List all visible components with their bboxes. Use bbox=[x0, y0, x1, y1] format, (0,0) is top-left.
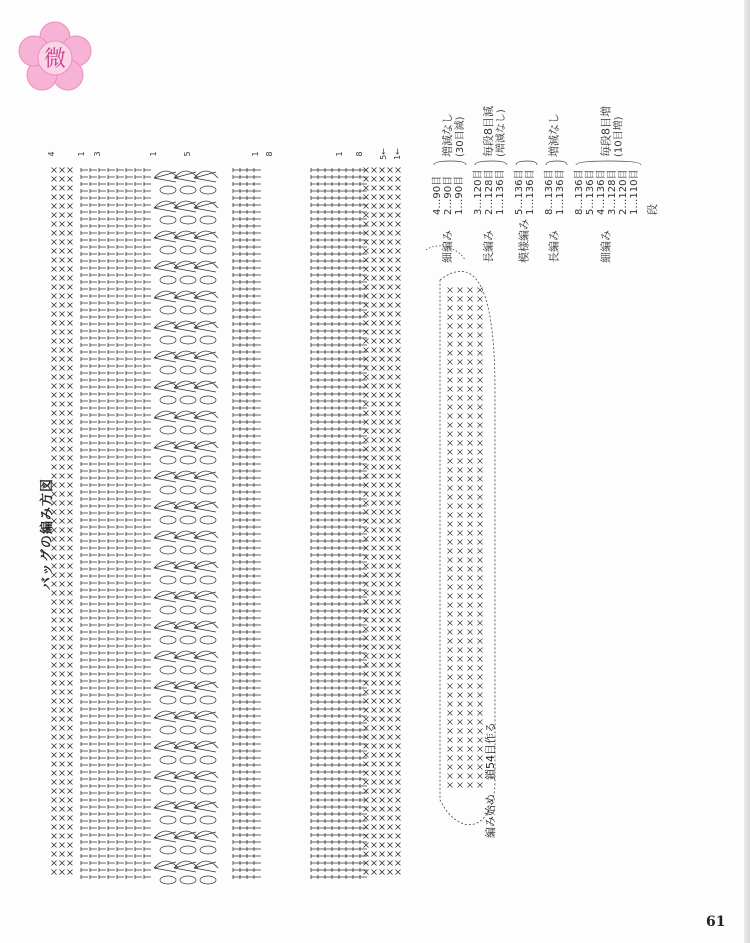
chart-title: バッグの編み方図 bbox=[40, 477, 55, 590]
legend-extra: (増減なし) bbox=[496, 109, 507, 157]
legend-row: 1…136目 bbox=[495, 169, 506, 215]
stitch-column bbox=[117, 168, 124, 879]
start-note-label: 編み始め bbox=[484, 794, 497, 838]
legend-note: 増減なし bbox=[547, 113, 561, 157]
legend-row: 3…128目 bbox=[607, 169, 618, 215]
legend-row: 4…90目 bbox=[432, 175, 443, 215]
stitch-column bbox=[126, 168, 133, 879]
row-marker: 1 bbox=[251, 151, 260, 157]
legend-note: 毎段8目増 bbox=[599, 106, 613, 157]
row-marker: 8 bbox=[355, 151, 364, 157]
start-oval-stitches bbox=[448, 288, 483, 788]
legend-row: 8…136目 bbox=[574, 169, 585, 215]
stitch-column bbox=[332, 168, 339, 879]
legend-row: 8…136目 bbox=[544, 169, 555, 215]
row-marker: 1 bbox=[77, 151, 86, 157]
row-legend bbox=[432, 90, 690, 263]
stitch-column bbox=[311, 168, 318, 879]
legend-stitch: 細編み bbox=[441, 230, 454, 263]
legend-row: 2…128目 bbox=[484, 169, 495, 215]
legend-row: 1…90目 bbox=[454, 175, 465, 215]
start-note-detail: 鎖54目作る bbox=[484, 722, 497, 780]
legend-group bbox=[543, 113, 567, 263]
legend-dan-label: 段 bbox=[646, 204, 659, 215]
stitch-column bbox=[364, 168, 369, 875]
stitch-column bbox=[68, 168, 73, 875]
legend-row: 5…136目 bbox=[514, 169, 525, 215]
legend-group bbox=[573, 106, 641, 263]
legend-stitch: 細編み bbox=[599, 230, 613, 263]
legend-row: 3…120目 bbox=[473, 169, 484, 215]
legend-row: 2…120目 bbox=[618, 169, 629, 215]
legend-row: 1…136目 bbox=[555, 169, 566, 215]
row-marker: 3 bbox=[93, 151, 102, 157]
stitch-column bbox=[353, 168, 360, 879]
stitch-column bbox=[81, 168, 88, 879]
flower-badge-icon bbox=[18, 20, 92, 92]
legend-note: 毎段8目減 bbox=[482, 106, 495, 157]
row-marker: 1 bbox=[335, 151, 344, 157]
crochet-chart bbox=[40, 140, 440, 890]
legend-row: 1…110目 bbox=[629, 169, 640, 215]
stitch-column bbox=[194, 171, 218, 884]
legend-stitch: 長編み bbox=[547, 230, 561, 263]
stitch-column bbox=[144, 168, 151, 879]
stitch-column bbox=[108, 168, 115, 879]
legend-stitch: 模様編み bbox=[517, 219, 531, 263]
stitch-column bbox=[396, 168, 401, 875]
row-marker: 5← bbox=[379, 148, 388, 160]
stitch-column bbox=[90, 168, 97, 879]
row-marker: 1← bbox=[393, 148, 402, 160]
stitch-column bbox=[380, 168, 385, 875]
row-markers bbox=[47, 148, 402, 160]
row-marker: 4 bbox=[47, 151, 56, 157]
stitch-column bbox=[388, 168, 393, 875]
stitch-column bbox=[339, 168, 346, 879]
row-marker: 8 bbox=[265, 151, 274, 157]
page-binding-shadow bbox=[744, 0, 750, 943]
stitch-column bbox=[318, 168, 325, 879]
row-marker: 5 bbox=[183, 151, 192, 157]
start-note bbox=[482, 722, 498, 838]
legend-stitch: 長編み bbox=[482, 230, 495, 263]
legend-row: 1…136目 bbox=[525, 169, 536, 215]
stitch-column bbox=[52, 168, 57, 875]
stitch-column bbox=[346, 168, 353, 879]
row-marker: 1 bbox=[149, 151, 158, 157]
legend-row: 4…136目 bbox=[596, 169, 607, 215]
legend-extra: (10目増) bbox=[613, 116, 625, 157]
stitch-column bbox=[233, 168, 240, 879]
legend-extra: (30目減) bbox=[455, 116, 466, 157]
stitch-rows bbox=[52, 168, 401, 885]
stitch-column bbox=[247, 168, 254, 879]
legend-group bbox=[513, 161, 537, 263]
stitch-column bbox=[372, 168, 377, 875]
stitch-column bbox=[325, 168, 332, 879]
legend-group bbox=[472, 106, 507, 263]
page-number: 61 bbox=[706, 914, 726, 930]
badge-text: 微 bbox=[43, 47, 67, 72]
stitch-column bbox=[99, 168, 106, 879]
legend-row: 2…90目 bbox=[443, 175, 454, 215]
stitch-column bbox=[254, 168, 261, 879]
stitch-column bbox=[60, 168, 65, 875]
stitch-column bbox=[240, 168, 247, 879]
legend-row: 5…136目 bbox=[585, 169, 596, 215]
stitch-column bbox=[135, 168, 142, 879]
legend-note: 増減なし bbox=[441, 113, 454, 157]
